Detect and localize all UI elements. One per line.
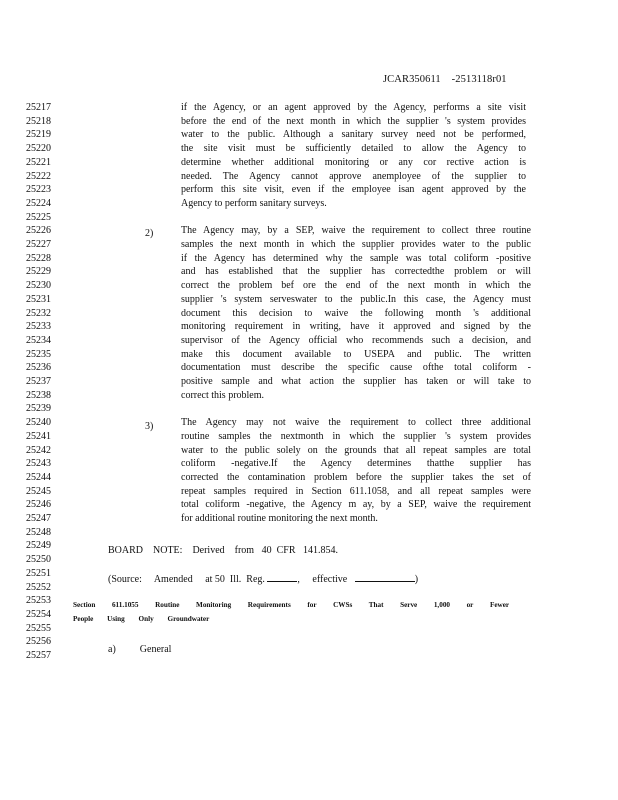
line-number: 25252 — [26, 581, 51, 593]
item-2-label: 2) — [145, 228, 154, 239]
text-line: water to the public. Although a sanitary survey need not be performed, — [181, 129, 526, 141]
text-line: before the end of the next month in which the supplier 's system provides — [181, 115, 526, 127]
line-number: 25226 — [26, 225, 51, 237]
line-number: 25253 — [26, 595, 51, 607]
text-line: repeat samples required in Section 611.1058, and all repeat samples were — [181, 485, 531, 497]
line-number: 25250 — [26, 554, 51, 566]
text-line: determine whether additional monitoring or any cor rective action is — [181, 156, 526, 168]
text-line: samples the next month in which the supplier provides water to the public — [181, 239, 531, 250]
text-line: positive sample and what action the supplier has taken or will take to — [181, 376, 531, 387]
line-number: 25220 — [26, 143, 51, 155]
heading-word: Requirements — [247, 601, 291, 609]
line-number: 25238 — [26, 389, 51, 401]
text-line: perform this site visit, even if the employee isan agent approved by the — [181, 184, 526, 196]
item-3-label: 3) — [145, 421, 154, 432]
general-text: General — [139, 644, 172, 655]
heading-word: Only — [138, 615, 154, 623]
general-label: a) — [108, 644, 116, 655]
heading-word: That — [368, 601, 384, 609]
document-header: JCAR350611 -2513118r01 — [383, 74, 507, 85]
text-line: supervisor of the Agency official who recommends such a decision, and — [181, 334, 531, 346]
line-number: 25221 — [26, 156, 51, 168]
text-line: total coliform -negative, the Agency m ay, by a SEP, waive the requirement — [181, 499, 531, 511]
text-line: routine samples the nextmonth in which the supplier 's system provides — [181, 430, 531, 442]
text-line: documentation must describe the specific cause ofthe total coliform - — [181, 362, 531, 374]
text-line: if the Agency has determined why the sample was total coliform -positive — [181, 252, 531, 264]
line-number: 25237 — [26, 376, 51, 387]
text-line: water to the public solely on the grounds that all repeat samples are total — [181, 444, 531, 456]
line-number: 25228 — [26, 252, 51, 264]
line-number: 25243 — [26, 458, 51, 470]
line-number: 25227 — [26, 239, 51, 250]
line-number: 25249 — [26, 540, 51, 552]
heading-word: Section — [73, 601, 96, 609]
line-number: 25232 — [26, 307, 51, 319]
heading-word: Routine — [155, 601, 180, 609]
effective-date-blank — [355, 572, 415, 582]
text-line: Agency to perform sanitary surveys. — [181, 197, 327, 209]
text-line: for additional routine monitoring the next month. — [181, 513, 378, 524]
heading-word: Fewer — [489, 601, 510, 609]
text-line: supplier 's system serveswater to the public.In this case, the Agency must — [181, 293, 531, 305]
line-number: 25225 — [26, 211, 51, 223]
line-number: 25247 — [26, 513, 51, 524]
line-number: 25236 — [26, 362, 51, 374]
text-line: correct this problem. — [181, 389, 265, 401]
line-number: 25233 — [26, 321, 51, 333]
source-suffix: ) — [414, 574, 419, 585]
line-number: 25234 — [26, 334, 51, 346]
section-heading-line-1 — [73, 599, 521, 613]
line-number: 25244 — [26, 471, 51, 483]
section-heading-line-2 — [73, 613, 521, 627]
heading-word: Groundwater — [167, 615, 210, 623]
heading-word: CWSs — [333, 601, 353, 609]
text-line: coliform -negative.If the Agency determines thatthe supplier has — [181, 458, 531, 470]
line-number: 25256 — [26, 636, 51, 648]
text-line: corrected the contamination problem before the supplier takes the set of — [181, 471, 531, 483]
heading-word: Serve — [400, 601, 418, 609]
heading-word: Monitoring — [196, 601, 232, 609]
line-number: 25224 — [26, 197, 51, 209]
heading-word: People — [73, 615, 94, 623]
heading-word: for — [307, 601, 317, 609]
line-number: 25230 — [26, 280, 51, 292]
line-number: 25257 — [26, 650, 51, 661]
line-number: 25235 — [26, 348, 51, 360]
text-line: document this decision to waive the following month 's additional — [181, 307, 531, 319]
text-line: monitoring requirement in writing, have it approved and signed by the — [181, 321, 531, 333]
line-number: 25231 — [26, 293, 51, 305]
text-line: the site visit must be sufficiently detailed to allow the Agency to — [181, 143, 526, 155]
line-number: 25242 — [26, 444, 51, 456]
heading-word: 611.1055 — [111, 601, 139, 609]
line-number: 25222 — [26, 170, 51, 182]
source-prefix: (Source: Amended at 50 Ill. Reg. — [108, 574, 265, 585]
heading-word: Using — [107, 615, 125, 623]
line-number: 25245 — [26, 485, 51, 497]
line-number: 25239 — [26, 403, 51, 415]
text-line: make this document available to USEPA and public. The written — [181, 348, 531, 360]
line-number: 25254 — [26, 608, 51, 620]
line-number: 25218 — [26, 115, 51, 127]
subsection-general — [108, 643, 171, 657]
text-line: needed. The Agency cannot approve anemployee of the supplier to — [181, 170, 526, 182]
heading-word: 1,000 — [433, 601, 450, 609]
text-line: if the Agency, or an agent approved by the Agency, performs a site visit — [181, 102, 526, 113]
text-line: The Agency may not waive the requirement to collect three additional — [181, 417, 531, 429]
line-number: 25240 — [26, 417, 51, 429]
source-middle: , effective — [297, 574, 348, 585]
text-line: correct the problem bef ore the end of the next month in which the — [181, 280, 531, 292]
line-number: 25229 — [26, 266, 51, 278]
line-number: 25255 — [26, 622, 51, 634]
line-number: 25241 — [26, 430, 51, 442]
heading-word: or — [466, 601, 474, 609]
board-note: BOARD NOTE: Derived from 40 CFR 141.854. — [108, 545, 338, 556]
line-number: 25217 — [26, 102, 51, 113]
source-note — [108, 572, 418, 587]
line-number: 25246 — [26, 499, 51, 511]
line-number: 25251 — [26, 567, 51, 579]
text-line: The Agency may, by a SEP, waive the requirement to collect three routine — [181, 225, 531, 237]
line-number: 25219 — [26, 129, 51, 141]
register-page-blank — [267, 572, 297, 582]
text-line: and has established that the supplier has correctedthe problem or will — [181, 266, 531, 278]
line-number: 25248 — [26, 526, 51, 538]
line-number: 25223 — [26, 184, 51, 196]
